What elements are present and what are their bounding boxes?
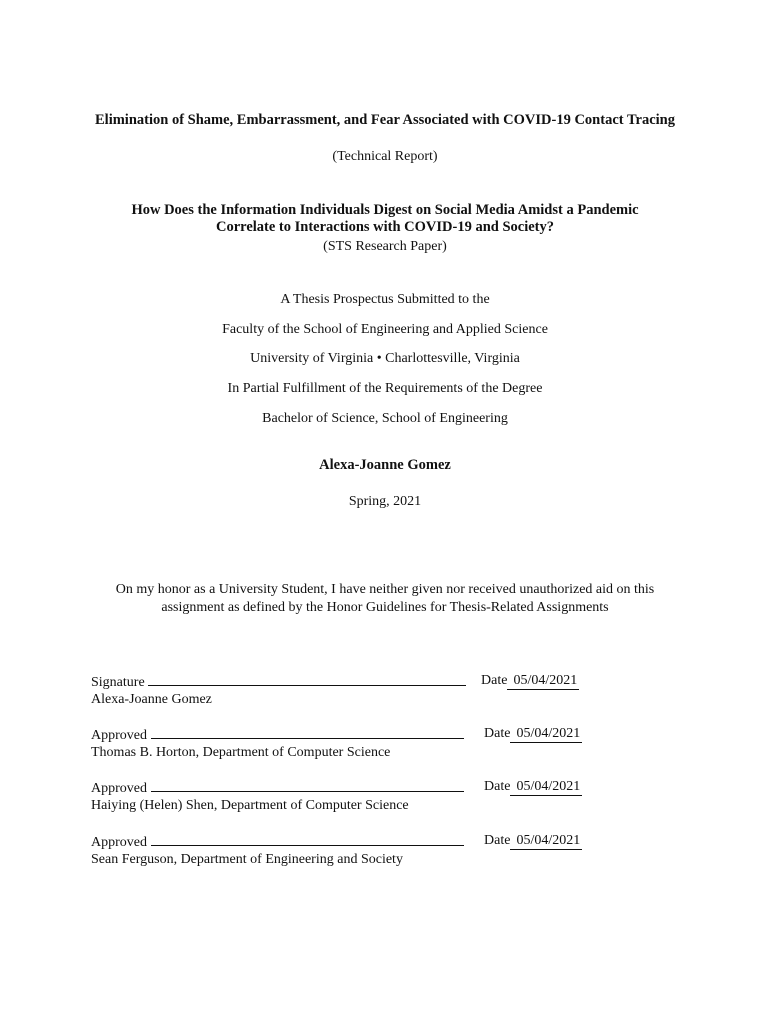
- prospectus-line-1: A Thesis Prospectus Submitted to the: [280, 292, 490, 307]
- author-name: Alexa-Joanne Gomez: [319, 457, 451, 473]
- approved-label: Approved: [91, 835, 147, 850]
- prospectus-line-3: University of Virginia • Charlottesville, Virginia: [250, 351, 520, 366]
- approval-date: 05/04/2021: [510, 725, 582, 743]
- signature-line: [151, 778, 464, 792]
- sts-paper-subtitle: (STS Research Paper): [323, 239, 447, 254]
- approver-name: Thomas B. Horton, Department of Computer Science: [91, 745, 391, 760]
- date-label: Date: [484, 779, 511, 794]
- signature-block: [91, 672, 691, 708]
- signature-date: 05/04/2021: [507, 672, 579, 690]
- prospectus-line-2: Faculty of the School of Engineering and Applied Science: [222, 322, 548, 337]
- sts-paper-title: How Does the Information Individuals Digest on Social Media Amidst a Pandemic Correlate to Interactions with COVID-19 and Society?: [131, 202, 639, 235]
- approval-block: [91, 778, 691, 814]
- signature-line: [151, 725, 464, 739]
- term: Spring, 2021: [348, 494, 422, 509]
- technical-report-title: Elimination of Shame, Embarrassment, and Fear Associated with COVID-19 Contact Tracing: [95, 112, 675, 128]
- approval-block: [91, 725, 691, 761]
- date-label: Date: [484, 833, 511, 848]
- honor-statement: On my honor as a University Student, I have neither given nor received unauthorized aid on this assignment as defined by the Honor Guidelines for Thesis-Related Assignments: [115, 582, 655, 615]
- approver-name: Sean Ferguson, Department of Engineering and Society: [91, 852, 403, 867]
- date-label: Date: [484, 726, 511, 741]
- date-label: Date: [481, 673, 508, 688]
- approved-label: Approved: [91, 781, 147, 796]
- signature-line: [148, 672, 466, 686]
- signer-name: Alexa-Joanne Gomez: [91, 692, 212, 707]
- approver-name: Haiying (Helen) Shen, Department of Computer Science: [91, 798, 409, 813]
- approval-date: 05/04/2021: [510, 778, 582, 796]
- approved-label: Approved: [91, 728, 147, 743]
- approval-date: 05/04/2021: [510, 832, 582, 850]
- technical-report-subtitle: (Technical Report): [332, 149, 438, 164]
- signature-label: Signature: [91, 675, 145, 690]
- prospectus-line-4: In Partial Fulfillment of the Requirements of the Degree: [227, 381, 543, 396]
- prospectus-line-5: Bachelor of Science, School of Engineering: [262, 411, 508, 426]
- approval-block: [91, 832, 691, 868]
- signature-line: [151, 832, 464, 846]
